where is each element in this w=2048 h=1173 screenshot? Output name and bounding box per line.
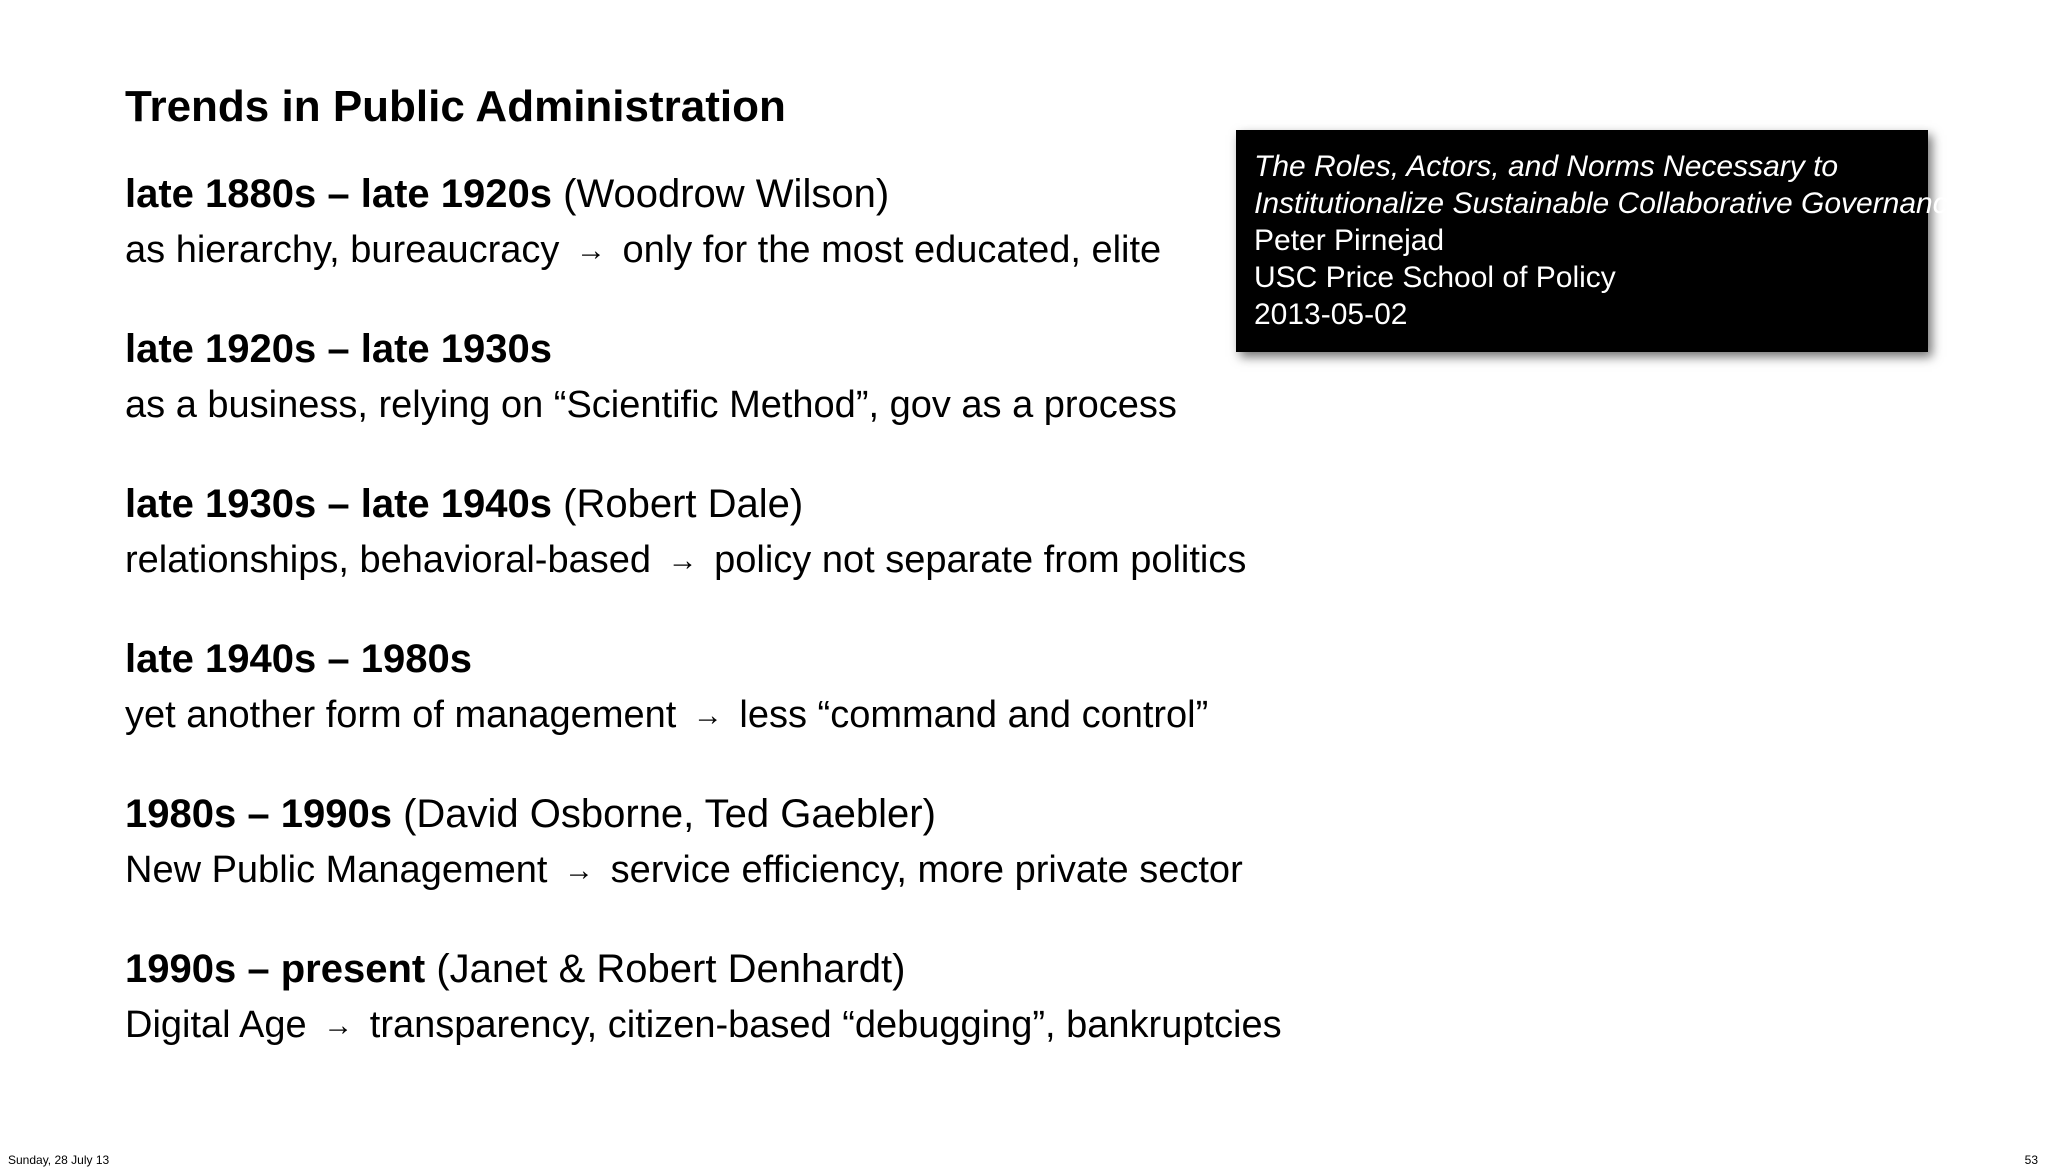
trend-description-before: Digital Age: [125, 1004, 307, 1046]
trend-description-before: as a business, relying on “Scientific Method”, gov as a process: [125, 384, 1177, 426]
trend-period: late 1940s – 1980s: [125, 637, 472, 681]
trend-heading: [125, 170, 1161, 218]
trend-description: [125, 536, 1246, 585]
trend-period: late 1880s – late 1920s: [125, 172, 553, 216]
trend-heading: [125, 325, 1177, 373]
trend-description-before: relationships, behavioral-based: [125, 539, 651, 581]
trend-heading: [125, 480, 1246, 528]
trend-people: (Woodrow Wilson): [563, 172, 890, 216]
trend-description: [125, 381, 1177, 429]
presentation-title-line-1: The Roles, Actors, and Norms Necessary to: [1254, 150, 1839, 183]
arrow-right-icon: →: [667, 544, 698, 577]
arrow-right-icon: →: [323, 1009, 354, 1042]
trend-description-before: New Public Management: [125, 849, 548, 891]
footer-page-number: 53: [2024, 1153, 2038, 1167]
trend-entry: [125, 325, 1177, 429]
trend-heading: [125, 635, 1208, 683]
presentation-title-line-2: Institutionalize Sustainable Collaborative Governance: [1254, 187, 1965, 220]
trend-entry: [125, 480, 1246, 585]
trend-description-before: as hierarchy, bureaucracy: [125, 229, 560, 271]
trend-people: (Robert Dale): [563, 482, 804, 526]
trend-period: 1990s – present: [125, 947, 426, 991]
trend-heading: [125, 790, 1243, 838]
trend-description-after: service efficiency, more private sector: [610, 849, 1243, 891]
trend-entry: [125, 945, 1282, 1050]
presentation-institution: USC Price School of Policy: [1254, 261, 1616, 294]
trend-description: [125, 226, 1161, 275]
presentation-date: 2013-05-02: [1254, 298, 1408, 331]
trend-entry: [125, 170, 1161, 275]
trend-description: [125, 1001, 1282, 1050]
trend-period: late 1930s – late 1940s: [125, 482, 553, 526]
presentation-author: Peter Pirnejad: [1254, 224, 1445, 257]
trend-description-before: yet another form of management: [125, 694, 677, 736]
arrow-right-icon: →: [692, 699, 723, 732]
trend-period: late 1920s – late 1930s: [125, 327, 553, 371]
trend-description-after: transparency, citizen-based “debugging”, bankruptcies: [369, 1004, 1282, 1046]
arrow-right-icon: →: [564, 854, 594, 887]
trend-heading: [125, 945, 1282, 993]
footer-date: Sunday, 28 July 13: [8, 1153, 110, 1167]
trend-entry: [125, 635, 1208, 740]
trend-period: 1980s – 1990s: [125, 792, 392, 836]
trend-description-after: only for the most educated, elite: [622, 229, 1162, 271]
arrow-right-icon: →: [575, 234, 606, 267]
trend-people: (Janet & Robert Denhardt): [436, 947, 906, 991]
slide-title: Trends in Public Administration: [125, 82, 786, 131]
presentation-info-box: [1236, 130, 1965, 352]
trend-description-after: policy not separate from politics: [714, 539, 1247, 581]
trend-description: [125, 691, 1208, 740]
trend-people: (David Osborne, Ted Gaebler): [403, 792, 936, 836]
trend-entry: [125, 790, 1243, 895]
trend-description-after: less “command and control”: [739, 694, 1209, 736]
trend-description: [125, 846, 1243, 895]
